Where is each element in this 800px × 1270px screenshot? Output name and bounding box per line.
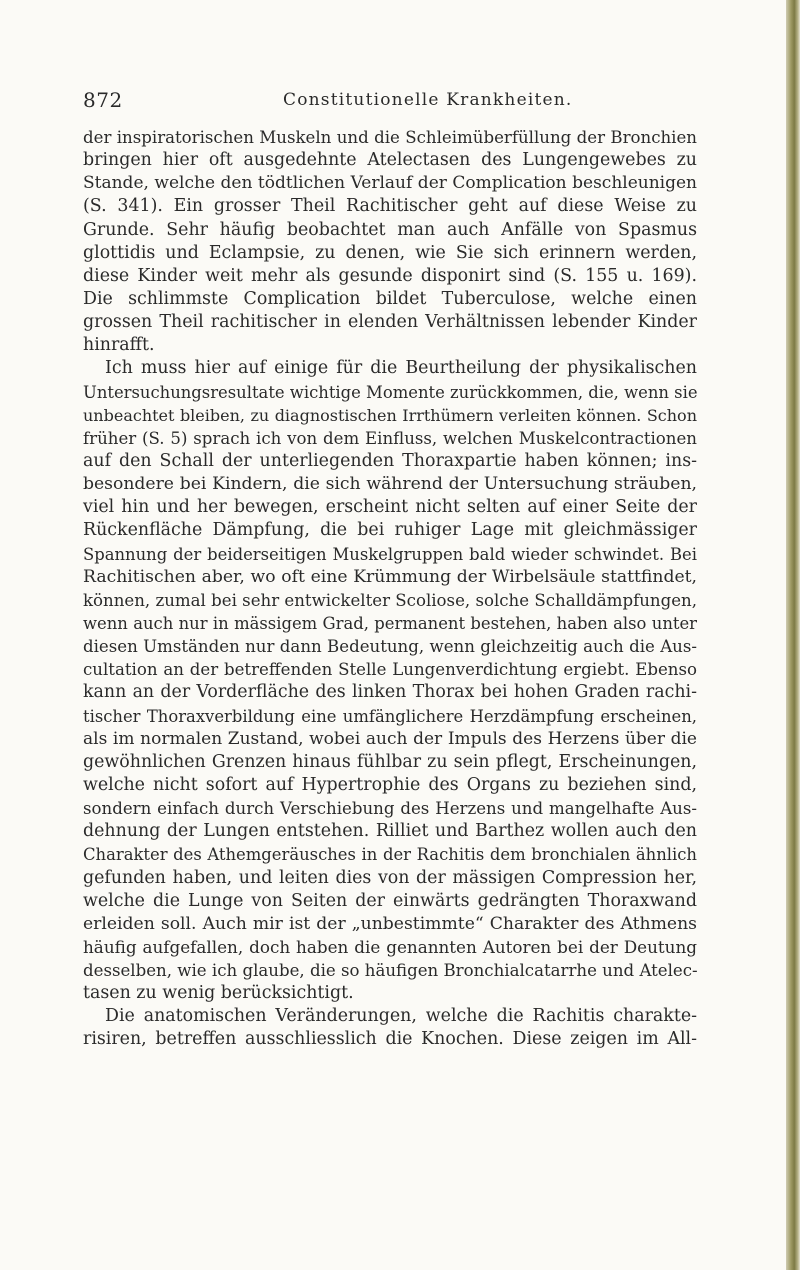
page-edge [786,0,800,1270]
text-line: cultation an der betreffenden Stelle Lungenverdichtung ergiebt. Ebenso [83,660,697,680]
text-line: viel hin und her bewegen, erscheint nicht selten auf einer Seite der [83,497,697,518]
text-line: Spannung der beiderseitigen Muskelgruppen bald wieder schwindet. Bei [83,544,697,564]
text-line: diesen Umständen nur dann Bedeutung, wenn gleichzeitig auch die Aus- [83,637,697,657]
text-line: bringen hier oft ausgedehnte Atelectasen des Lungengewebes zu [83,150,697,171]
text-line: auf den Schall der unterliegenden Thoraxpartie haben können; ins- [83,450,697,471]
page-number: 872 [83,88,123,112]
text-line: früher (S. 5) sprach ich von dem Einfluss, welchen Muskelcontractionen [83,428,697,448]
text-line: gefunden haben, und leiten dies von der mässigen Compression her, [83,867,697,888]
text-line: gewöhnlichen Grenzen hinaus fühlbar zu sein pflegt, Erscheinungen, [83,751,697,772]
text-line: der inspiratorischen Muskeln und die Schleimüberfüllung der Bronchien [83,128,697,147]
text-line: häufig aufgefallen, doch haben die genannten Autoren bei der Deutung [83,936,697,957]
text-line: sondern einfach durch Verschiebung des Herzens und mangelhafte Aus- [83,799,697,819]
text-line: besondere bei Kindern, die sich während der Untersuchung sträuben, [83,474,697,495]
text-line: welche nicht sofort auf Hypertrophie des Organs zu beziehen sind, [83,774,697,795]
text-line: Die schlimmste Complication bildet Tuberculose, welche einen [83,288,697,309]
text-line: als im normalen Zustand, wobei auch der Impuls des Herzens über die [83,728,697,749]
running-title: Constitutionelle Krankheiten. [283,90,573,110]
page-header [83,88,693,116]
text-line: Grunde. Sehr häufig beobachtet man auch Anfälle von Spasmus [83,219,697,240]
text-line: welche die Lunge von Seiten der einwärts gedrängten Thoraxwand [83,890,697,911]
text-line: erleiden soll. Auch mir ist der „unbestimmte“ Charakter des Athmens [83,913,697,934]
text-line: risiren, betreffen ausschliesslich die Knochen. Diese zeigen im All- [83,1029,697,1050]
text-line: Charakter des Athemgeräusches in der Rachitis dem bronchialen ähnlich [83,845,697,865]
text-line: wenn auch nur in mässigem Grad, permanent bestehen, haben also unter [83,613,697,633]
text-line: können, zumal bei sehr entwickelter Scoliose, solche Schalldämpfungen, [83,590,697,610]
text-line: desselben, wie ich glaube, die so häufigen Bronchialcatarrhe und Atelec- [83,961,698,981]
text-line: Ich muss hier auf einige für die Beurtheilung der physikalischen [105,358,697,379]
body-text [83,126,697,1052]
text-line: glottidis und Eclampsie, zu denen, wie Sie sich erinnern werden, [83,242,697,263]
text-line: Rückenfläche Dämpfung, die bei ruhiger Lage mit gleichmässiger [83,520,697,541]
text-line: Stande, welche den tödtlichen Verlauf der Complication beschleunigen [83,173,697,194]
text-line: tasen zu wenig berücksichtigt. [83,983,354,1004]
text-line: tischer Thoraxverbildung eine umfänglichere Herzdämpfung erscheinen, [83,706,697,726]
text-line: (S. 341). Ein grosser Theil Rachitischer geht auf diese Weise zu [83,196,697,217]
text-line: kann an der Vorderfläche des linken Thorax bei hohen Graden rachi- [83,682,697,703]
text-line: hinrafft. [83,335,155,356]
text-line: Rachitischen aber, wo oft eine Krümmung der Wirbelsäule stattfindet, [83,566,697,587]
text-line: dehnung der Lungen entstehen. Rilliet und Barthez wollen auch den [83,821,697,842]
text-line: diese Kinder weit mehr als gesunde disponirt sind (S. 155 u. 169). [83,265,697,286]
text-line: unbeachtet bleiben, zu diagnostischen Irrthümern verleiten können. Schon [83,405,697,425]
text-line: Untersuchungsresultate wichtige Momente zurückkommen, die, wenn sie [83,382,698,402]
text-line: grossen Theil rachitischer in elenden Verhältnissen lebender Kinder [83,312,697,333]
text-line: Die anatomischen Veränderungen, welche die Rachitis charakte- [105,1006,697,1027]
